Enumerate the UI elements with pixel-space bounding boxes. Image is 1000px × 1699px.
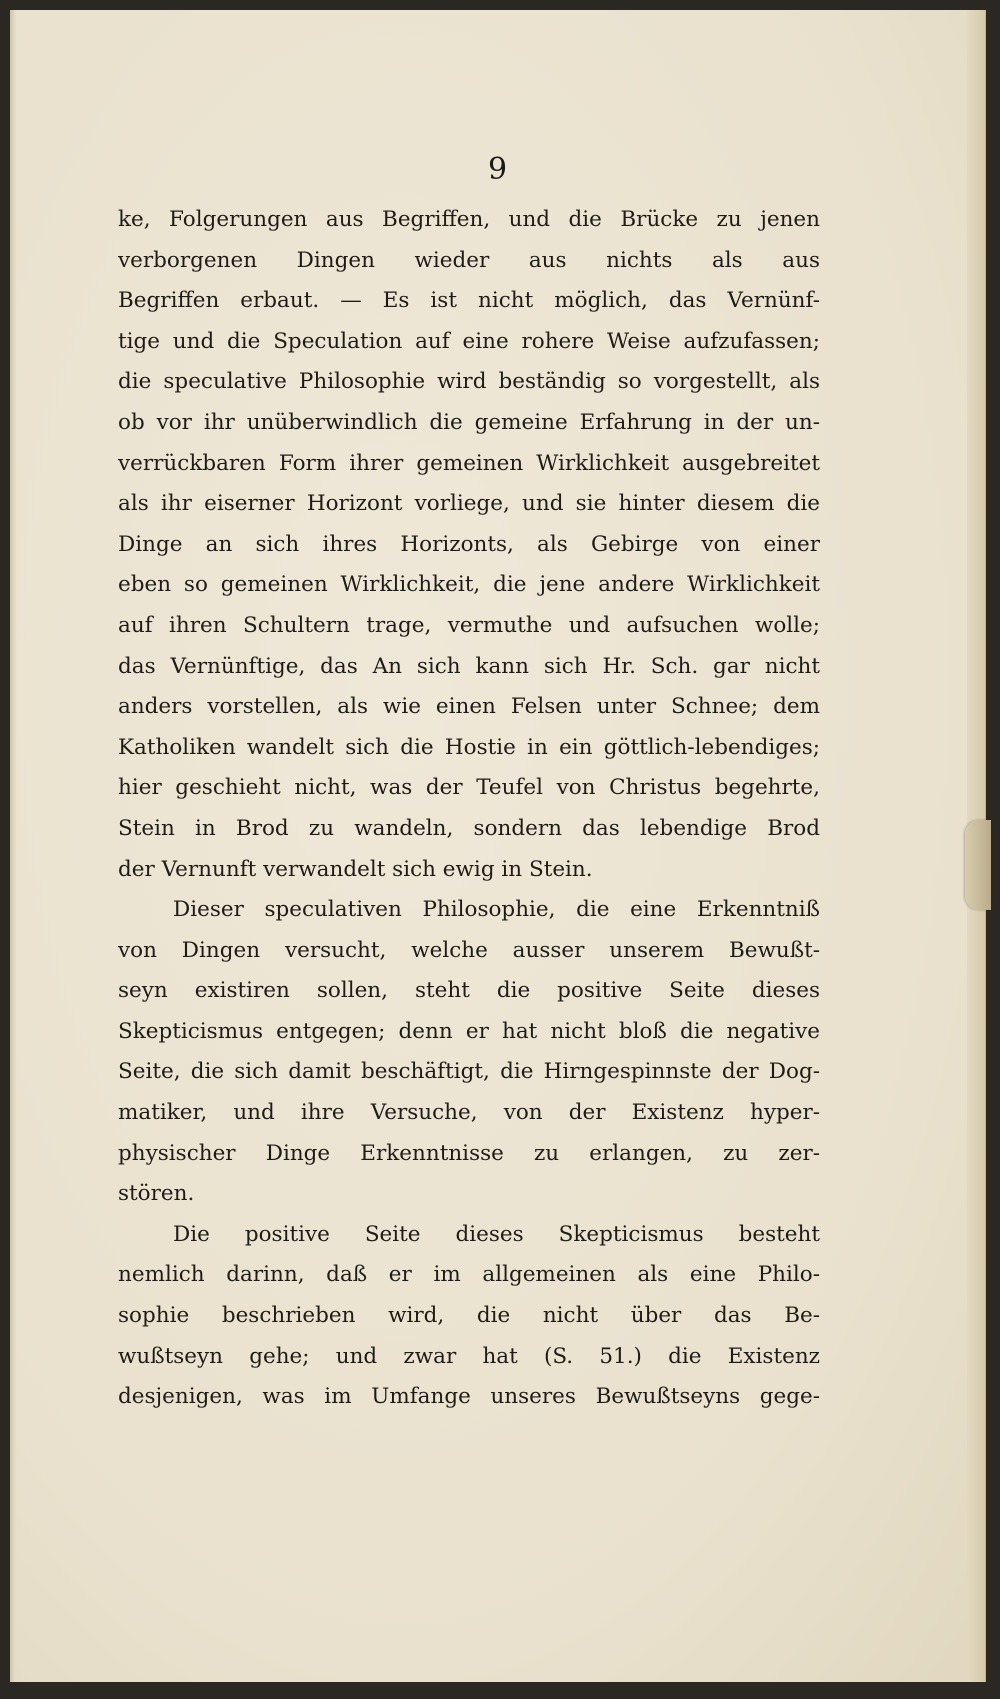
text-line: Skepticismus entgegen; denn er hat nicht bloß die negative (118, 1018, 820, 1044)
page-gutter (10, 10, 16, 1682)
text-line: als ihr eiserner Horizont vorliege, und sie hinter diesem die (118, 491, 820, 517)
book-page (10, 10, 986, 1682)
text-line: wußtseyn gehe; und zwar hat (S. 51.) die Existenz (118, 1343, 820, 1369)
text-line: ke, Folgerungen aus Begriffen, und die Brücke zu jenen (118, 207, 820, 232)
text-line: die speculative Philosophie wird beständig so vorgestellt, als (118, 369, 820, 395)
text-line: hier geschieht nicht, was der Teufel von Christus begehrte, (118, 775, 820, 801)
text-line: Die positive Seite dieses Skepticismus besteht (173, 1221, 820, 1247)
text-line: Dinge an sich ihres Horizonts, als Gebirge von einer (118, 531, 820, 557)
body-text (118, 200, 820, 1418)
text-line: sophie beschrieben wird, die nicht über das Be- (118, 1303, 820, 1329)
text-line: Begriffen erbaut. — Es ist nicht möglich, das Vernünf- (118, 288, 820, 314)
text-line: tige und die Speculation auf eine rohere Weise aufzufassen; (118, 328, 820, 354)
text-line: anders vorstellen, als wie einen Felsen unter Schnee; dem (118, 694, 820, 720)
text-line: verborgenen Dingen wieder aus nichts als aus (118, 247, 820, 273)
text-line: eben so gemeinen Wirklichkeit, die jene andere Wirklichkeit (118, 572, 820, 598)
text-line: Seite, die sich damit beschäftigt, die Hirngespinnste der Dog- (118, 1059, 820, 1085)
text-line: verrückbaren Form ihrer gemeinen Wirklichkeit ausgebreitet (118, 450, 820, 476)
text-line: nemlich darinn, daß er im allgemeinen als eine Philo- (118, 1262, 820, 1288)
text-line: Dieser speculativen Philosophie, die eine Erkenntniß (173, 897, 820, 923)
text-line: das Vernünftige, das An sich kann sich Hr. Sch. gar nicht (118, 653, 820, 679)
text-line: seyn existiren sollen, steht die positive Seite dieses (118, 978, 820, 1004)
page-number: 9 (487, 152, 508, 187)
text-line: stören. (118, 1181, 195, 1207)
text-line: von Dingen versucht, welche ausser unserem Bewußt- (118, 937, 820, 963)
text-line: Stein in Brod zu wandeln, sondern das lebendige Brod (118, 815, 820, 841)
text-line: auf ihren Schultern trage, vermuthe und aufsuchen wolle; (118, 612, 820, 638)
text-line: ob vor ihr unüberwindlich die gemeine Erfahrung in der un- (118, 409, 820, 435)
text-line: Katholiken wandelt sich die Hostie in ein göttlich-lebendiges; (118, 734, 820, 760)
text-line: desjenigen, was im Umfange unseres Bewußtseyns gege- (118, 1384, 820, 1410)
text-line: matiker, und ihre Versuche, von der Existenz hyper- (118, 1100, 820, 1126)
text-line: der Vernunft verwandelt sich ewig in Stein. (118, 856, 593, 882)
text-line: physischer Dinge Erkenntnisse zu erlangen, zu zer- (118, 1140, 820, 1166)
page-tab (965, 820, 991, 910)
